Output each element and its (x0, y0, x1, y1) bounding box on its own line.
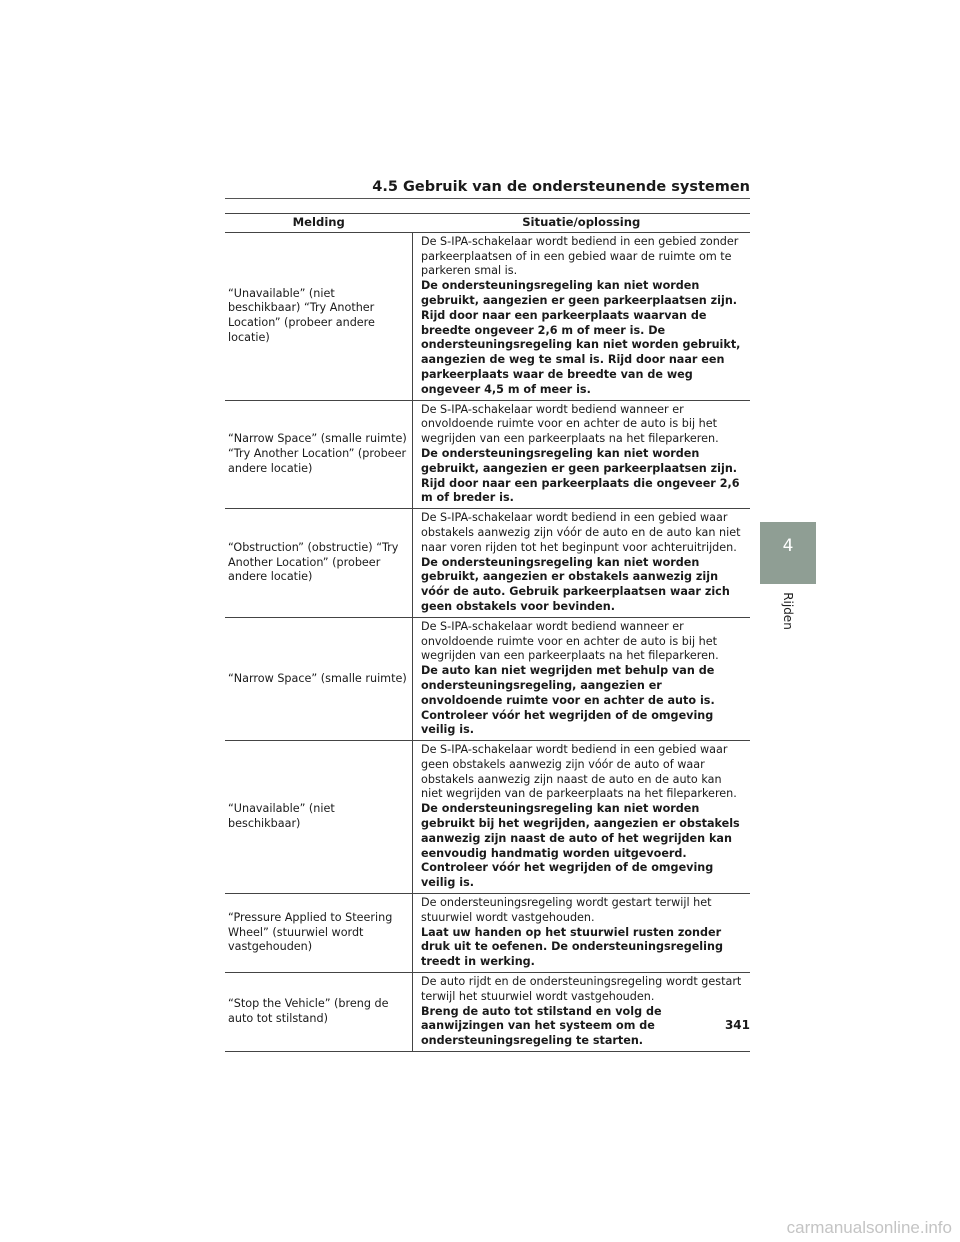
chapter-label-container (760, 586, 816, 636)
table-row (225, 894, 750, 973)
message-cell: “Pressure Applied to Steering Wheel” (stuurwiel wordt vastgehouden) (225, 894, 413, 973)
message-cell: “Unavailable” (niet beschikbaar) “Try Another Location” (probeer andere locatie) (225, 232, 413, 400)
chapter-label: Rijden (781, 592, 795, 630)
chapter-number: 4 (782, 536, 794, 556)
message-cell: “Narrow Space” (smalle ruimte) (225, 617, 413, 740)
section-header: 4.5 Gebruik van de ondersteunende systemen (225, 176, 750, 199)
situation-cell (413, 232, 751, 400)
situation-cell (413, 509, 751, 618)
message-cell: “Stop the Vehicle” (breng de auto tot stilstand) (225, 973, 413, 1052)
situation-text: De ondersteuningsregeling wordt gestart terwijl het stuurwiel wordt vastgehouden. (421, 896, 712, 924)
message-cell: “Narrow Space” (smalle ruimte) “Try Another Location” (probeer andere locatie) (225, 400, 413, 509)
column-header-situation: Situatie/oplossing (413, 214, 751, 233)
solution-text: De ondersteuningsregeling kan niet worden gebruikt bij het wegrijden, aangezien er obstakels aanwezig zijn naast de auto of het wegrijden kan eenvoudig handmatig worden uitgevoerd. Controleer vóór het wegrijden of de omgeving veilig is. (421, 802, 740, 890)
page-number: 341 (724, 1018, 750, 1032)
situation-cell (413, 400, 751, 509)
situation-cell (413, 617, 751, 740)
message-cell: “Obstruction” (obstructie) “Try Another Location” (probeer andere locatie) (225, 509, 413, 618)
table-row (225, 509, 750, 618)
situation-text: De S-IPA-schakelaar wordt bediend in een gebied zonder parkeerplaatsen of in een gebied waar de ruimte om te parkeren smal is. (421, 234, 739, 278)
message-cell: “Unavailable” (niet beschikbaar) (225, 741, 413, 894)
situation-cell (413, 894, 751, 973)
situation-text: De auto rijdt en de ondersteuningsregeling wordt gestart terwijl het stuurwiel wordt vastgehouden. (421, 975, 742, 1003)
message-table (225, 213, 750, 1052)
situation-text: De S-IPA-schakelaar wordt bediend in een gebied waar obstakels aanwezig zijn vóór de auto en de auto kan niet naar voren rijden tot het beginpunt voor achteruitrijden. (421, 511, 741, 554)
situation-text: De S-IPA-schakelaar wordt bediend wanneer er onvoldoende ruimte voor en achter de auto is bij het wegrijden van een parkeerplaats na het fileparkeren. (421, 619, 719, 663)
solution-text: De ondersteuningsregeling kan niet worden gebruikt, aangezien er geen parkeerplaatsen zijn. Rijd door naar een parkeerplaats waarvan de breedte ongeveer 2,6 m of meer is. De ondersteuningsregeling kan niet worden gebruikt, aangezien de weg te smal is. Rijd door naar een parkeerplaats waar de breedte van de weg ongeveer 4,5 m of meer is. (421, 279, 741, 396)
table-row (225, 400, 750, 509)
solution-text: De ondersteuningsregeling kan niet worden gebruikt, aangezien er obstakels aanwezig zijn vóór de auto. Gebruik parkeerplaatsen waar zich geen obstakels voor bevinden. (421, 555, 730, 613)
table-row (225, 232, 750, 400)
table-row (225, 741, 750, 894)
situation-text: De S-IPA-schakelaar wordt bediend in een gebied waar geen obstakels aanwezig zijn vóór de auto of waar obstakels aanwezig zijn naast de auto en de auto kan niet wegrijden van de parkeerplaats na het fileparkeren. (421, 743, 737, 801)
solution-text: De auto kan niet wegrijden met behulp van de ondersteuningsregeling, aangezien er onvoldoende ruimte voor en achter de auto is. Controleer vóór het wegrijden of de omgeving veilig is. (421, 664, 715, 737)
table-row (225, 973, 750, 1052)
situation-text: De S-IPA-schakelaar wordt bediend wanneer er onvoldoende ruimte voor en achter de auto is bij het wegrijden van een parkeerplaats na het fileparkeren. (421, 402, 719, 446)
chapter-tab (760, 522, 816, 584)
table-header-row (225, 214, 750, 233)
solution-text: De ondersteuningsregeling kan niet worden gebruikt, aangezien er geen parkeerplaatsen zijn. Rijd door naar een parkeerplaats die ongeveer 2,6 m of breder is. (421, 446, 740, 505)
watermark: carmanualsonline.info (786, 1218, 952, 1237)
column-header-message: Melding (225, 214, 413, 233)
situation-cell (413, 741, 751, 894)
solution-text: Laat uw handen op het stuurwiel rusten zonder druk uit te oefenen. De ondersteuningsregeling treedt in werking. (421, 925, 723, 969)
table-row (225, 617, 750, 740)
situation-cell (413, 973, 751, 1052)
solution-text: Breng de auto tot stilstand en volg de aanwijzingen van het systeem om de ondersteuningsregeling te starten. (421, 1004, 662, 1048)
